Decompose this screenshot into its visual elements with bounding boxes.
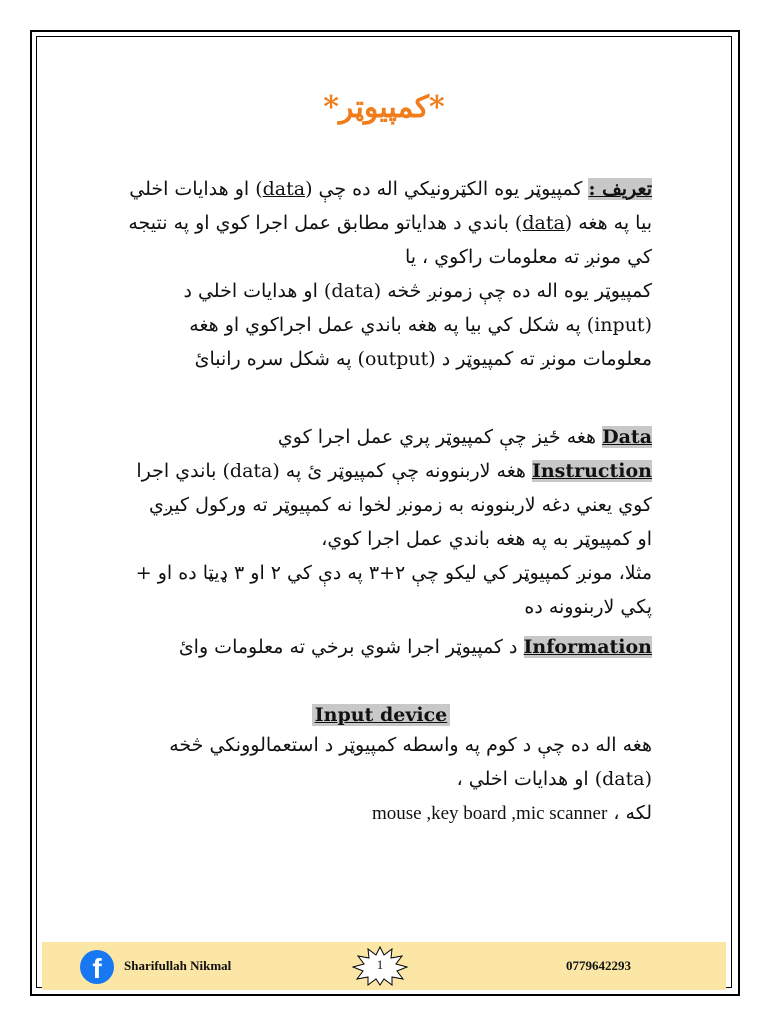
instruction-term-block (110, 454, 652, 624)
information-term-label: Information (523, 636, 652, 658)
instruction-line-5: پکي لاربنوونه ده (524, 596, 652, 618)
input-device-line-2: (data) او هدایات اخلي ، (456, 768, 652, 790)
instruction-line-1: Instruction هغه لاربنوونه چې کمپیوټر ئ په (data) باندي اجرا (136, 460, 652, 482)
phone-number: 0779642293 (566, 958, 631, 973)
data-term-line: Data هغه ځیز چې کمپیوټر پري عمل اجرا کوي (277, 426, 652, 448)
definition-line-6: معلومات مونږ ته کمپیوټر د (output) په شکل سره رانبائ (194, 348, 652, 370)
footer-bar (42, 942, 726, 990)
page-number: 1 (376, 957, 384, 972)
definition-line-2: بیا په هغه (data) باندي د هدایاتو مطابق عمل اجرا کوي او په نتیجه (128, 212, 652, 234)
definition-line-4: کمپیوټر یوه اله ده چې زمونږ څخه (data) او هدایات اخلي د (183, 280, 652, 302)
information-term-line: Information د کمپیوټر اجرا شوي برخي ته معلومات وائ (178, 636, 652, 658)
data-term-label: Data (602, 426, 652, 448)
definition-block (110, 172, 652, 376)
definition-label: تعریف : (588, 178, 652, 200)
information-term-block (110, 630, 652, 664)
definition-line-5: (input) په شکل کي بیا په هغه باندي عمل اجراکوي او هغه (189, 314, 652, 336)
input-device-block (110, 702, 652, 830)
data-term-block (110, 420, 652, 454)
definition-line-3: کي مونږ ته معلومات راکوي ، یا (404, 246, 652, 268)
instruction-term-label: Instruction (531, 460, 652, 482)
input-device-heading: Input device (110, 702, 652, 728)
input-device-line-1: هغه اله ده چې د کوم په واسطه کمپیوټر د استعمالوونکي څخه (169, 734, 652, 756)
page-title: *کمپیوټر* (323, 90, 445, 125)
input-device-examples: لکه ، mouse ,key board ,mic scanner (372, 802, 652, 824)
instruction-line-3: او کمپیوټر به په هغه باندي عمل اجرا کوي، (321, 528, 652, 550)
author-name: Sharifullah Nikmal (124, 958, 232, 973)
instruction-line-2: کوي یعني دغه لاربنوونه به زمونږ لخوا نه کمپیوټر ته ورکول کیږي (148, 494, 652, 516)
definition-line-1: تعریف : کمپیوټر یوه الکټرونیکي اله ده چې (data) او هدایات اخلي (129, 178, 652, 200)
facebook-icon[interactable]: f (80, 950, 114, 984)
instruction-line-4: مثلا، مونږ کمپیوټر کي لیکو چې ۲+۳ په دې کي ۲ او ۳ ډیټا ده او + (135, 562, 652, 584)
